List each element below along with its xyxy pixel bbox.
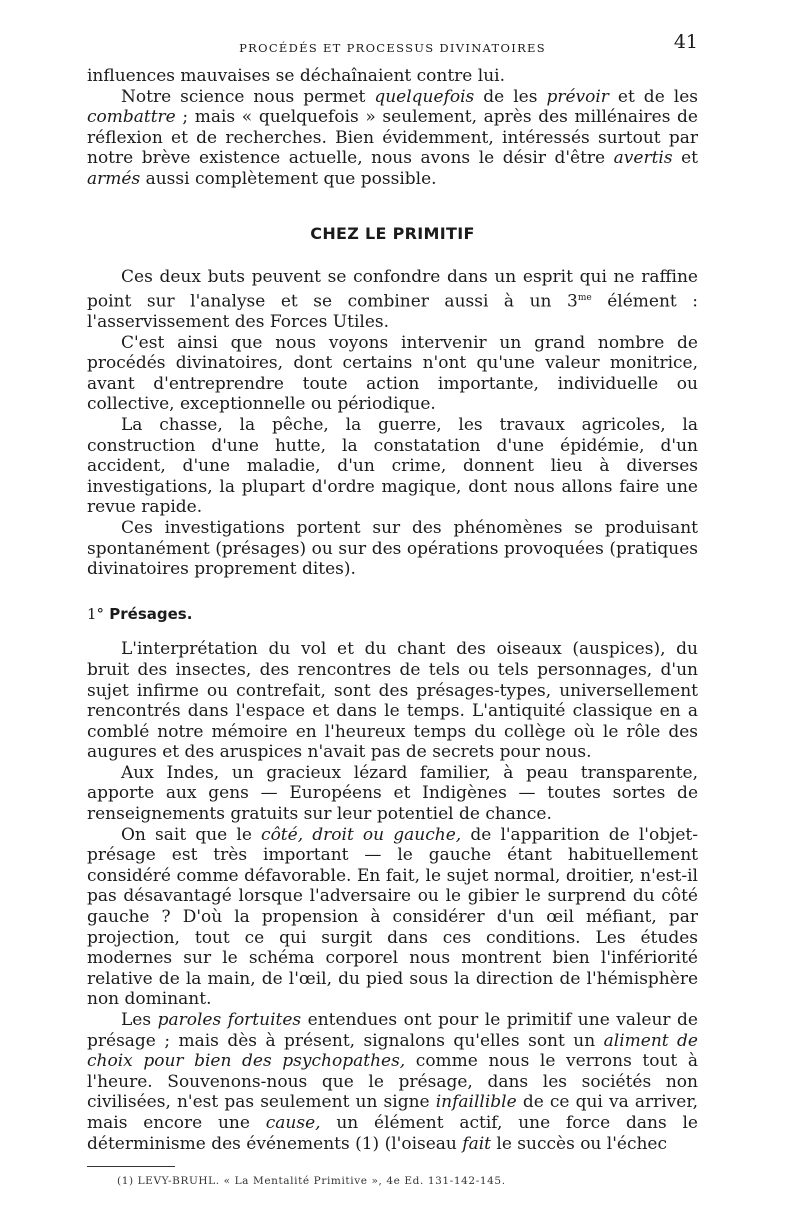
text-run: élément : l'asservissement des Forces Utiles. [87,291,698,332]
presages-paragraphs [87,639,698,1154]
text-run: comme nous le verrons tout à l'heure. Souvenons-nous que le présage, dans les sociétés non civilisées, n'est pas seulement un signe [87,1051,698,1113]
footnote: (1) LEVY-BRUHL. « La Mentalité Primitive », 4e Ed. 131-142-145. [117,1175,506,1188]
italic-text: aliment de choix pour bien des psychopathes, [87,1030,698,1072]
text-run: influences mauvaises se déchaînaient contre lui. [87,66,505,86]
text-run: de les [474,86,547,107]
text-run: C'est ainsi que nous voyons intervenir un grand nombre de procédés divinatoires, dont certains n'ont qu'une valeur monitrice, avant d'entreprendre toute action importante, individuelle ou collective, exceptionnelle ou périodique. [87,332,698,415]
section-title: CHEZ LE PRIMITIF [310,223,475,243]
subsection-number: 1° [87,604,105,623]
text-run: Les [121,1010,158,1030]
page-number: 41 [673,31,698,53]
text-run: le succès ou l'échec [490,1133,668,1154]
paragraph [87,333,698,415]
text-run: Ces investigations portent sur des phénomènes se produisant spontanément (présages) ou sur des opérations provoquées (pratiques divinatoires proprement dites). [87,517,698,580]
paragraph [87,825,698,1010]
running-header [87,31,698,66]
text-run: Notre science nous permet [121,86,375,107]
text-run: ; mais « quelquefois » seulement, après des millénaires de réflexion et de recherches. Bien évidemment, intéressés surtout par notre brève existence actuelle, nous avons le désir d'être [87,107,698,169]
italic-text: prévoir [546,86,609,107]
italic-text: cause, [265,1112,321,1133]
text-run: et [672,148,699,169]
text-run: entendues ont pour le primitif une valeur de présage ; mais dès à présent, signalons qu'elles sont un [87,1010,698,1051]
paragraph [87,763,698,825]
italic-text: combattre [87,107,176,128]
intro-paragraphs [87,66,698,190]
paragraph [87,518,698,580]
italic-text: côté, droit ou gauche, [261,824,462,845]
running-title: PROCÉDÉS ET PROCESSUS DIVINATOIRES [239,41,546,55]
footnote-rule [87,1166,175,1167]
italic-text: armés [87,168,141,189]
paragraph [87,415,698,518]
text-run: On sait que le [121,824,262,845]
paragraph [87,267,698,332]
italic-text: avertis [613,148,673,169]
body-text [87,66,698,1154]
paragraph [87,87,698,190]
paragraph [87,1010,698,1154]
subsection-heading [87,604,698,625]
italic-text: infaillible [435,1092,517,1113]
section-paragraphs [87,267,698,580]
italic-text: paroles fortuites [157,1010,302,1030]
text-run: de ce qui va arriver, mais encore une [87,1092,698,1133]
text-run: L'interprétation du vol et du chant des oiseaux (auspices), du bruit des insectes, des rencontres de tels ou tels personnages, d'un sujet infirme ou contrefait, sont des présages-types, universellement rencontrés dans l'espace et dans le temps. L'antiquité classique en a comblé notre mémoire en l'heureux temps du collège où le rôle des augures et des aruspices n'avait pas de secrets pour nous. [87,639,698,763]
italic-text: fait [462,1133,491,1154]
paragraph [87,66,698,87]
text-run: aussi complètement que possible. [140,168,437,189]
paragraph [87,639,698,763]
text-run: La chasse, la pêche, la guerre, les travaux agricoles, la construction d'une hutte, la constatation d'une épidémie, d'un accident, d'une maladie, d'un crime, donnent lieu à diverses investigations, la plupart d'ordre magique, dont nous allons faire une revue rapide. [87,414,698,518]
ordinal-superscript: me [577,292,592,303]
text-run: de l'apparition de l'objet-présage est très important — le gauche étant habituellement considéré comme défavorable. En fait, le sujet normal, droitier, n'est-il pas désavantagé lorsque l'adversaire ou le gibier le surprend du côté gauche ? D'où la propension à considérer d'un œil méfiant, par projection, tout ce qui surgit dans ces conditions. Les études modernes sur le schéma corporel nous montrent bien l'infériorité relative de la main, de l'œil, du pied sous la direction de l'hémisphère non dominant. [87,824,699,1010]
text-run: et de les [608,86,698,107]
text-run: Ces deux buts peuvent se confondre dans un esprit qui ne raffine point sur l'analyse et se combiner aussi à un 3 [87,267,698,312]
italic-text: quelquefois [374,86,475,107]
text-run: un élément actif, une force dans le déterminisme des événements (1) (l'oiseau [87,1112,698,1154]
text-run: Aux Indes, un gracieux lézard familier, à peau transparente, apporte aux gens — Européens et Indigènes — toutes sortes de renseignements gratuits sur leur potentiel de chance. [87,762,698,825]
subsection-title: Présages. [109,604,193,623]
